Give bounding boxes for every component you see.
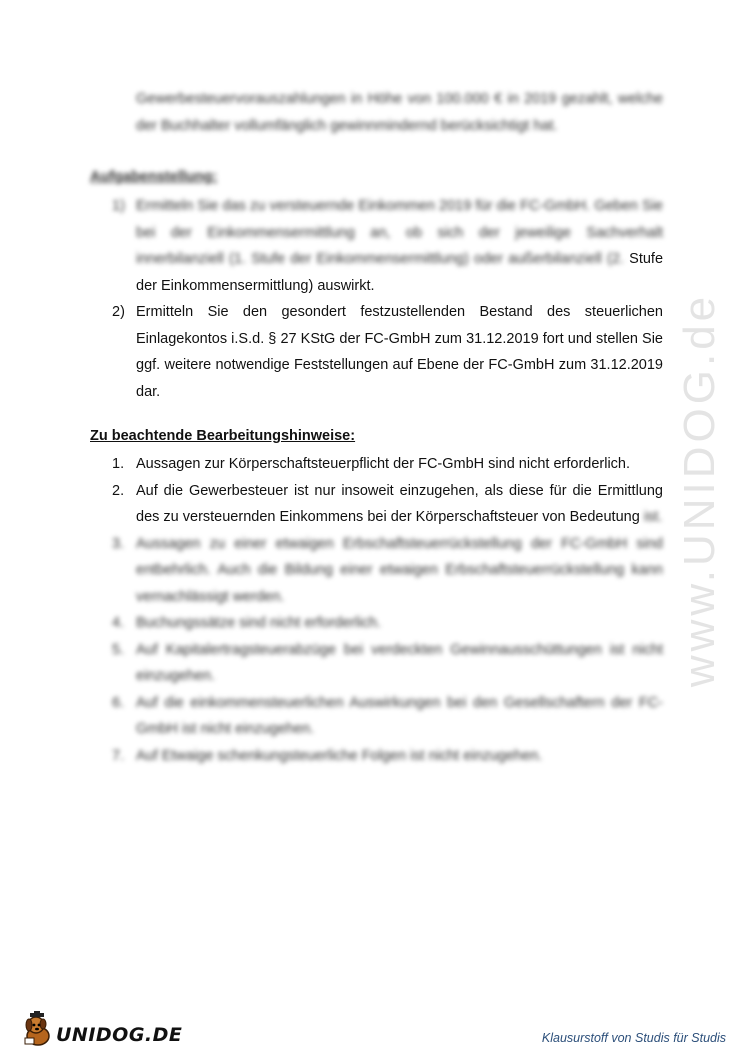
hint-item-text: Auf die einkommensteuerlichen Auswirkungen bei den Gesellschaftern der FC-GmbH ist nicht einzugehen. bbox=[136, 694, 663, 737]
hint-item-text: Auf die Gewerbesteuer ist nur insoweit einzugehen, als diese für die Ermittlung des zu versteuernden Einkommens bei der Körperschaftsteuer von Bedeutung bbox=[136, 482, 663, 525]
hint-item-text: Buchungssätze sind nicht erforderlich. bbox=[136, 615, 382, 631]
intro-paragraph: Gewerbesteuervorauszahlungen in Höhe von 100.000 € in 2019 gezahlt, welche der Buchhalter vollumfänglich gewinnmindernd berücksichtigt hat. bbox=[136, 91, 663, 134]
watermark bbox=[660, 240, 740, 740]
hint-item-text: Auf Etwaige schenkungsteuerliche Folgen ist nicht einzugehen. bbox=[136, 747, 543, 764]
dog-mascot-icon bbox=[20, 1010, 60, 1050]
footer-slogan: Klausurstoff von Studis für Studis bbox=[541, 1031, 726, 1045]
hint-item-text: Aussagen zur Körperschaftsteuerpflicht der FC-GmbH sind nicht erforderlich. bbox=[136, 456, 631, 472]
hint-item-5 bbox=[90, 637, 663, 690]
hint-item-number: 1. bbox=[112, 456, 125, 472]
logo-text: UNIDOG.DE bbox=[56, 1024, 183, 1046]
unidog-logo bbox=[20, 1010, 183, 1050]
hint-item-2 bbox=[90, 478, 663, 531]
hint-item-3 bbox=[90, 531, 663, 611]
hint-item-1 bbox=[90, 451, 663, 478]
hint-item-7 bbox=[90, 743, 663, 770]
hints-heading: Zu beachtende Bearbeitungshinweise: bbox=[90, 428, 356, 444]
hint-item-4 bbox=[90, 610, 663, 637]
hint-item-number: 5. bbox=[112, 641, 125, 658]
hint-item-6 bbox=[90, 690, 663, 743]
hint-item-number: 2. bbox=[112, 482, 125, 499]
hint-item-number: 4. bbox=[112, 615, 125, 631]
hint-item-number: 3. bbox=[112, 535, 125, 552]
task-list bbox=[90, 193, 663, 405]
task-item-text: Ermitteln Sie den gesondert festzustellenden Bestand des steuerlichen Einlagekontos i.S.d. § 27 KStG der FC-GmbH zum 31.12.2019 fort und stellen Sie ggf. weitere notwendige Feststellungen auf Ebene der FC-GmbH zum 31.12.2019 dar. bbox=[136, 304, 663, 400]
task-item-2 bbox=[90, 299, 663, 405]
task-item-number: 2) bbox=[112, 304, 125, 320]
task-heading: Aufgabenstellung: bbox=[90, 169, 218, 185]
hint-item-number: 6. bbox=[112, 694, 125, 711]
hint-item-text: Aussagen zu einer etwaigen Erbschaftsteuerrückstellung der FC-GmbH sind entbehrlich. Auch die Bildung einer etwaigen Erbschaftsteuerrückstellung kann vernachlässigt werden. bbox=[136, 535, 663, 605]
task-item-visible-text: Stufe der Einkommensermittlung) auswirkt. bbox=[136, 251, 664, 294]
hint-item-tail: ist. bbox=[643, 509, 663, 525]
hint-item-text: Auf Kapitalertragsteuerabzüge bei verdeckten Gewinnausschüttungen ist nicht einzugehen. bbox=[136, 641, 663, 684]
task-item-number: 1) bbox=[112, 198, 125, 214]
hints-list bbox=[90, 451, 663, 769]
hint-item-number: 7. bbox=[112, 747, 125, 764]
task-item-blurred-text: Ermitteln Sie das zu versteuernde Einkommen 2019 für die FC-GmbH. Geben Sie bei der Einkommensermittlung an, ob sich der jeweilige Sachverhalt innerbilanziell (1. Stufe der Einkommensermittlung) oder außerbilanziell (2. bbox=[136, 198, 663, 267]
watermark-text: www.UNIDOG.de bbox=[675, 292, 724, 688]
task-item-1 bbox=[90, 193, 663, 299]
